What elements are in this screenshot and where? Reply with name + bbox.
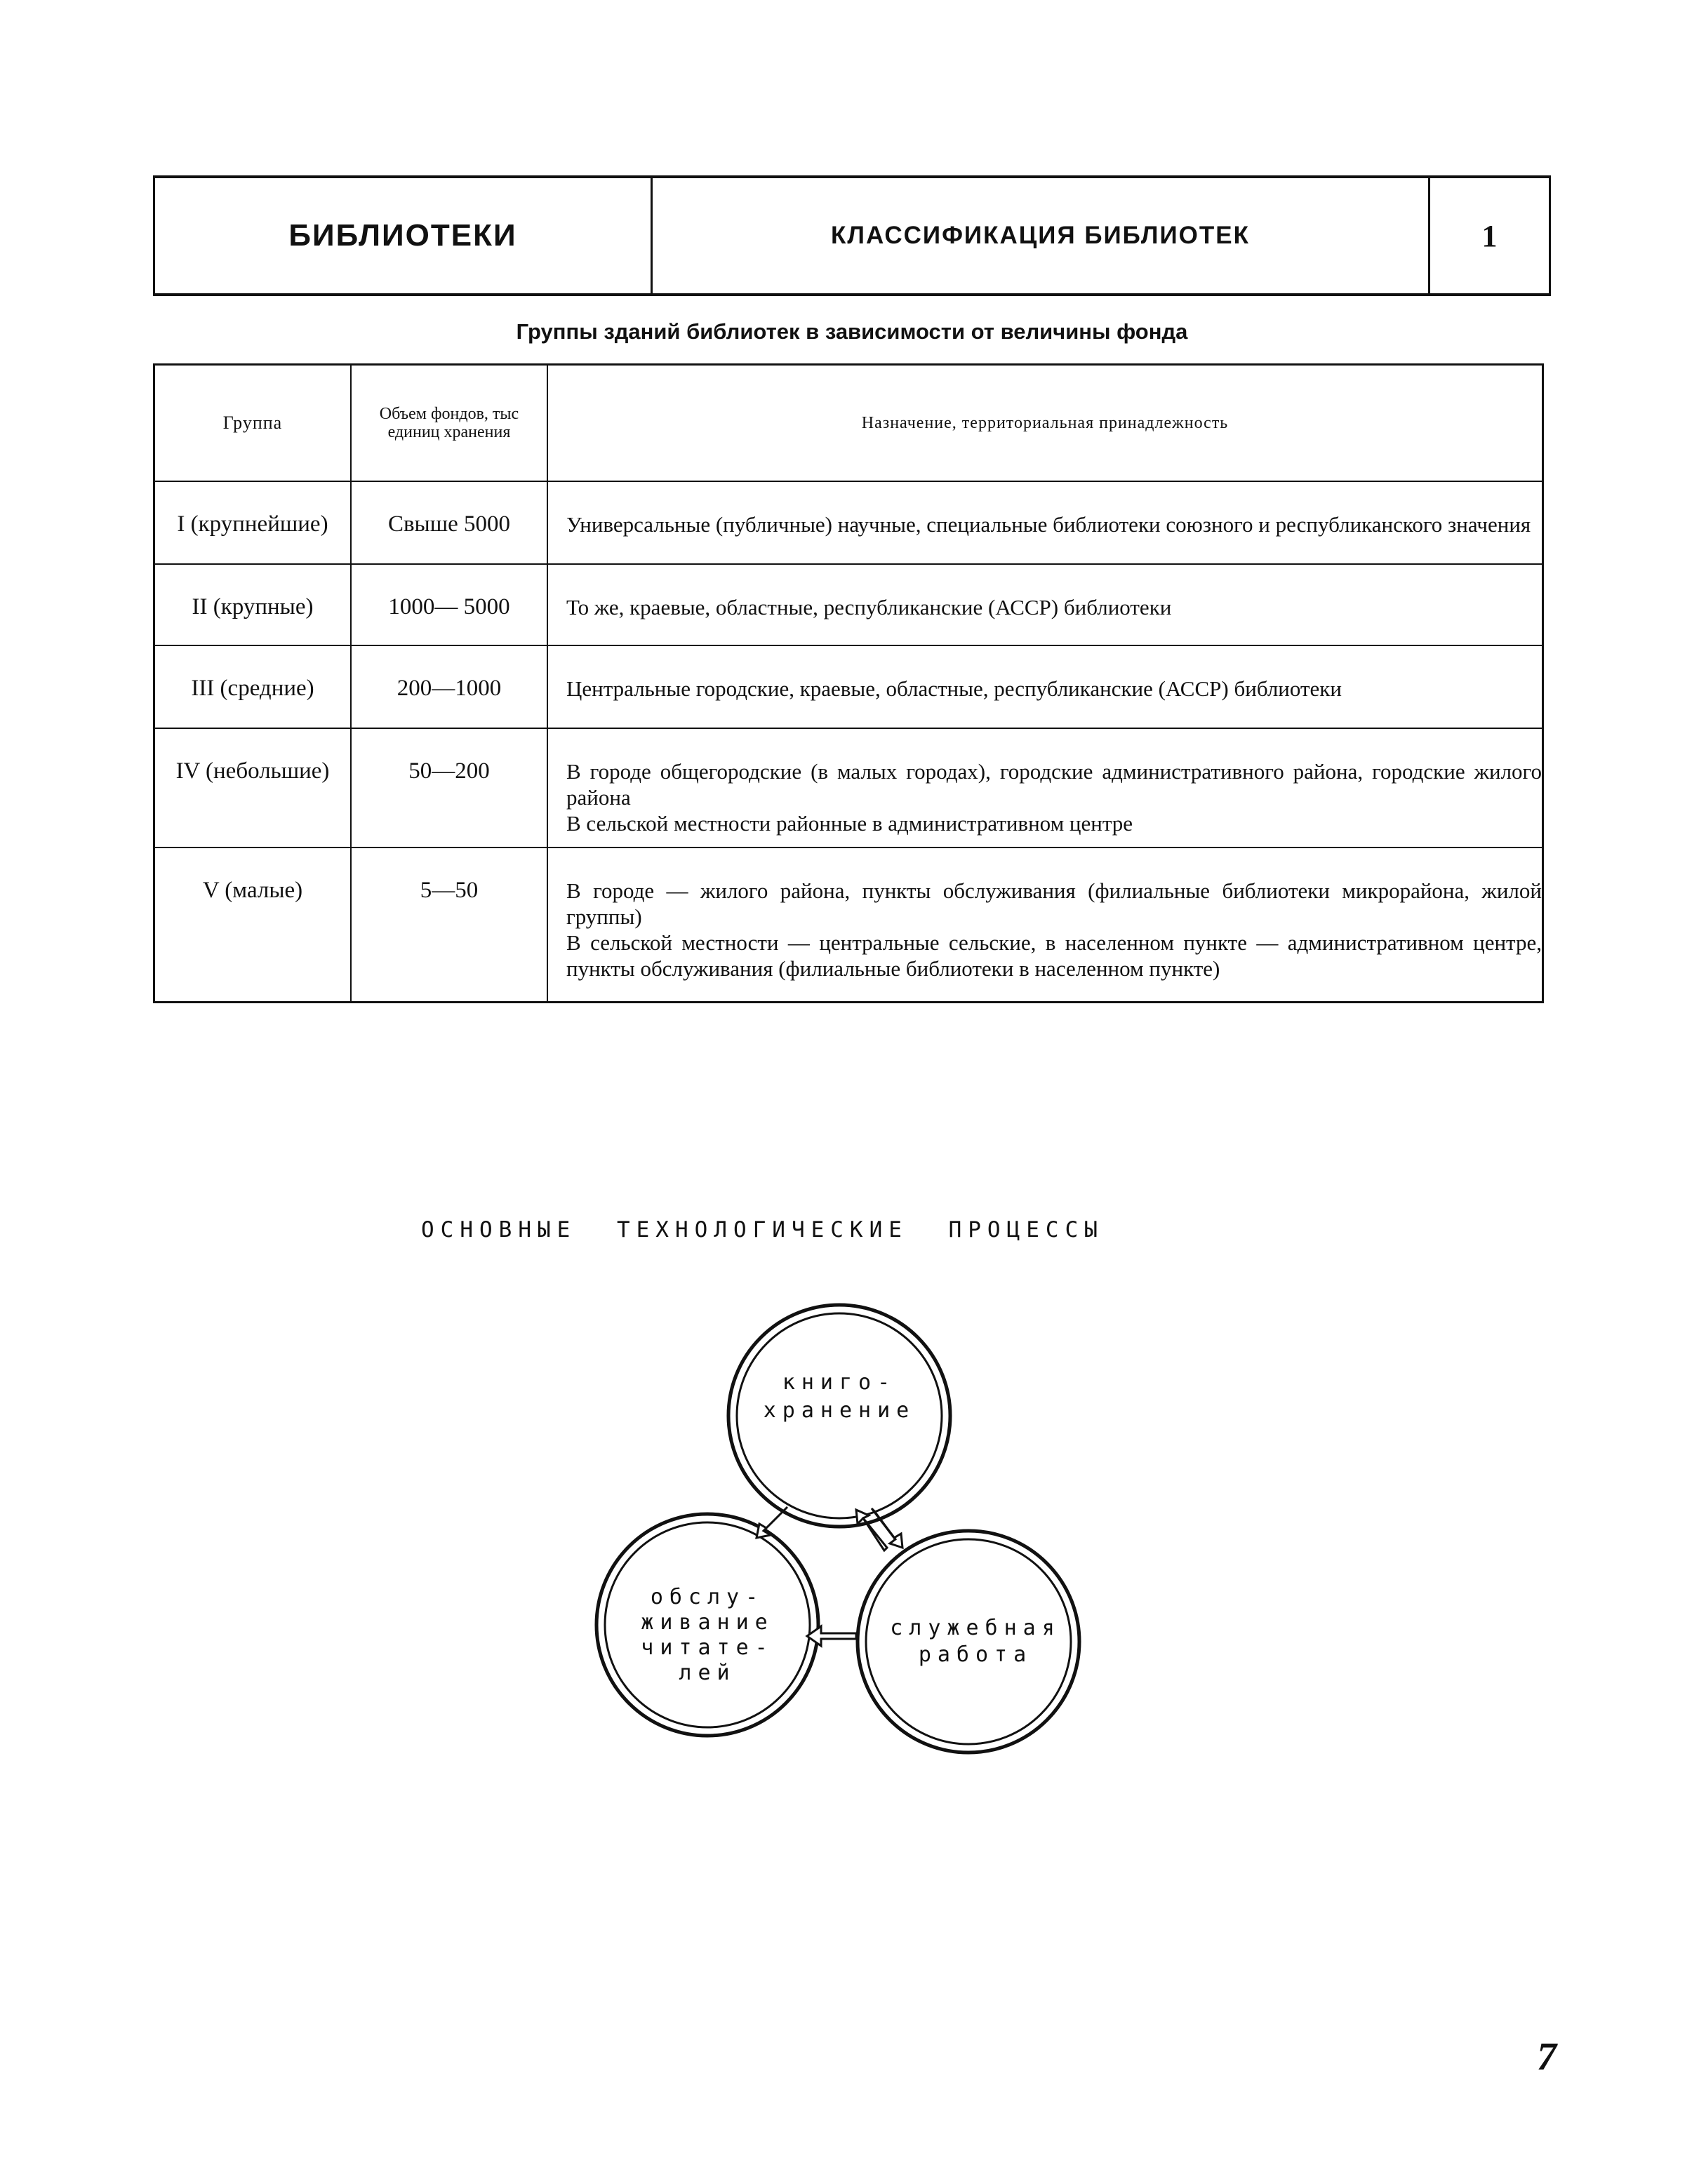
table-row (154, 645, 1543, 728)
storage-label-2: хранение (763, 1398, 916, 1423)
purpose-line: Центральные городские, краевые, областные, республиканские (АССР) библиотеки (566, 676, 1342, 701)
table-header-row (154, 365, 1543, 482)
library-groups-table (153, 363, 1544, 1003)
process-diagram (554, 1277, 1116, 1768)
office-label-2: работа (918, 1642, 1033, 1667)
row-group: IV (небольшие) (154, 728, 352, 848)
sheet-number: 1 (1430, 178, 1551, 293)
service-label-4: лей (679, 1661, 736, 1685)
row-purpose (547, 848, 1543, 1002)
purpose-line: В городе общегородские (в малых городах), городские административного района, городские жилого района (566, 759, 1542, 810)
purpose-line: Универсальные (публичные) научные, специальные библиотеки союзного и республиканского значения (566, 512, 1531, 537)
table-row (154, 564, 1543, 645)
sheet-header (153, 175, 1551, 296)
purpose-line: В сельской местности районные в административном центре (566, 811, 1133, 836)
row-group: V (малые) (154, 848, 352, 1002)
row-purpose (547, 564, 1543, 645)
row-purpose (547, 728, 1543, 848)
row-group: I (крупнейшие) (154, 481, 352, 564)
office-circle (858, 1531, 1079, 1753)
service-label-2: живание (641, 1610, 774, 1635)
service-label-3: читате- (641, 1635, 774, 1660)
row-volume: 200—1000 (351, 645, 547, 728)
office-label-1: служебная (890, 1616, 1061, 1640)
table-row (154, 848, 1543, 1002)
diagram-title: ОСНОВНЫЕ ТЕХНОЛОГИЧЕСКИЕ ПРОЦЕССЫ (421, 1217, 1104, 1242)
row-volume: 1000— 5000 (351, 564, 547, 645)
purpose-line: То же, краевые, областные, республиканские (АССР) библиотеки (566, 595, 1172, 619)
arrow-office-to-service (807, 1626, 856, 1646)
header-purpose: Назначение, территориальная принадлежность (547, 365, 1543, 482)
row-purpose (547, 481, 1543, 564)
purpose-line: В городе — жилого района, пункты обслуживания (филиальные библиотеки микрорайона, жилой группы) (566, 878, 1542, 929)
header-group: Группа (154, 365, 352, 482)
storage-circle (728, 1305, 950, 1527)
table-row (154, 481, 1543, 564)
row-group: II (крупные) (154, 564, 352, 645)
subsection-title: КЛАССИФИКАЦИЯ БИБЛИОТЕК (653, 178, 1430, 293)
row-volume: Свыше 5000 (351, 481, 547, 564)
storage-label-1: книго- (782, 1370, 897, 1395)
purpose-line: В сельской местности — центральные сельские, в населенном пункте — административном центре, пункты обслуживания (филиальные библиотеки в населенном пункте) (566, 930, 1542, 981)
header-volume: Объем фондов, тыс единиц хранения (351, 365, 547, 482)
service-circle (597, 1514, 818, 1736)
row-purpose (547, 645, 1543, 728)
table-row (154, 728, 1543, 848)
row-volume: 50—200 (351, 728, 547, 848)
page-number: 7 (1537, 2035, 1557, 2079)
row-group: III (средние) (154, 645, 352, 728)
table-title: Группы зданий библиотек в зависимости от величины фонда (516, 319, 1188, 344)
section-title: БИБЛИОТЕКИ (153, 178, 653, 293)
row-volume: 5—50 (351, 848, 547, 1002)
service-label-1: обслу- (650, 1585, 765, 1609)
arrow-office-to-storage (856, 1510, 887, 1550)
